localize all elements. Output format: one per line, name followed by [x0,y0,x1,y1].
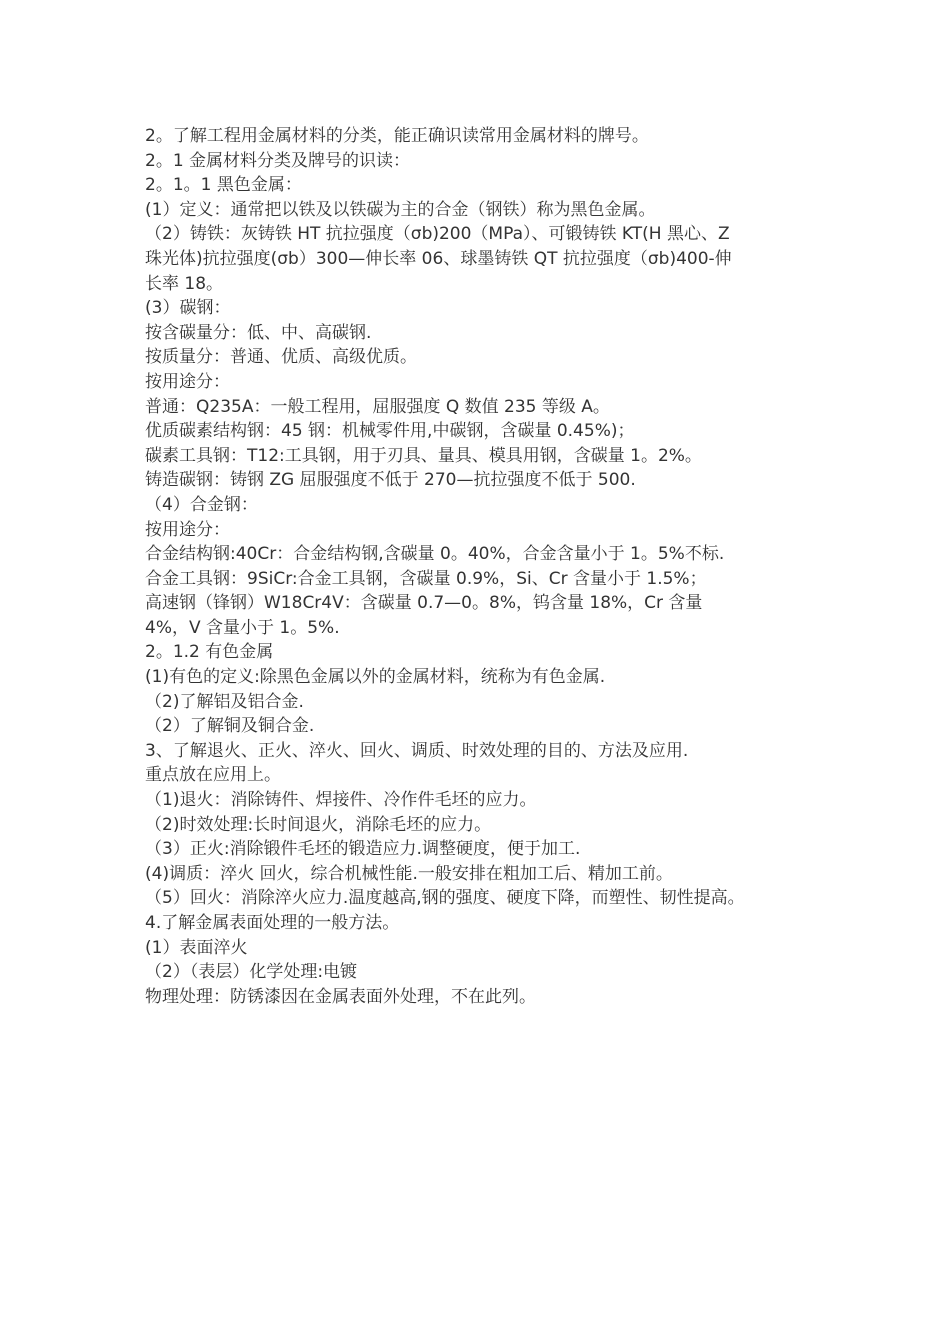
text-line: (4)调质：淬火 回火，综合机械性能.一般安排在粗加工后、精加工前。 [145,863,673,884]
text-line: 合金结构钢:40Cr：合金结构钢,含碳量 0。40%，合金含量小于 1。5%不标. [145,544,725,565]
text-line: 合金工具钢：9SiCr:合金工具钢，含碳量 0.9%，Si、Cr 含量小于 1.5%； [145,568,707,589]
text-line: 4%，V 含量小于 1。5%. [145,617,340,638]
text-line: 铸造碳钢：铸钢 ZG 屈服强度不低于 270—抗拉强度不低于 500. [145,470,636,491]
text-line: （1)退火：消除铸件、焊接件、冷作件毛坯的应力。 [145,790,537,811]
text-line: 2。1 金属材料分类及牌号的识读： [145,150,411,171]
text-line: （3）正火:消除锻件毛坯的锻造应力.调整硬度，便于加工. [145,839,581,860]
text-line: （2)时效处理:长时间退火，消除毛坯的应力。 [145,814,492,835]
document-body [145,124,825,1009]
text-line: 碳素工具钢：T12:工具钢，用于刃具、量具、模具用钢，含碳量 1。2%。 [145,445,702,466]
text-line: （2）了解铜及铜合金. [145,716,315,737]
text-line: （2）（表层）化学处理:电镀 [145,962,358,983]
text-line: 普通：Q235A：一般工程用，屈服强度 Q 数值 235 等级 A。 [145,396,610,417]
text-line: 物理处理：防锈漆因在金属表面外处理，不在此列。 [145,986,536,1007]
text-line: （2）铸铁：灰铸铁 HT 抗拉强度（σb)200（MPa）、可锻铸铁 KT(H 黑心、Z [145,224,730,245]
text-line: (1)有色的定义:除黑色金属以外的金属材料，统称为有色金属. [145,667,606,688]
text-line: 按用途分： [145,519,230,540]
text-line: (1）定义：通常把以铁及以铁碳为主的合金（钢铁）称为黑色金属。 [145,199,656,220]
text-line: （2)了解铝及铝合金. [145,691,304,712]
text-line: 2。1.2 有色金属 [145,642,274,663]
text-line: 按质量分：普通、优质、高级优质。 [145,347,417,368]
text-line: 2。1。1 黑色金属： [145,175,302,196]
text-line: 4.了解金属表面处理的一般方法。 [145,913,400,933]
text-line: （5）回火：消除淬火应力.温度越高,钢的强度、硬度下降，而塑性、韧性提高。 [145,888,745,909]
text-line: （4）合金钢： [145,494,258,515]
text-line: 按用途分： [145,371,230,392]
text-line: 按含碳量分：低、中、高碳钢. [145,322,372,343]
text-line: 长率 18。 [145,273,224,294]
text-line: (1）表面淬火 [145,937,248,958]
text-line: 3、了解退火、正火、淬火、回火、调质、时效处理的目的、方法及应用. [145,740,689,761]
text-line: 优质碳素结构钢：45 钢：机械零件用,中碳钢，含碳量 0.45%)； [145,421,635,442]
text-line: 2。了解工程用金属材料的分类，能正确识读常用金属材料的牌号。 [145,126,649,146]
text-line: (3）碳钢： [145,298,231,319]
text-line: 珠光体)抗拉强度(σb）300—伸长率 06、球墨铸铁 QT 抗拉强度（σb)400-伸 [145,248,732,269]
text-line: 高速钢（锋钢）W18Cr4V：含碳量 0.7—0。8%，钨含量 18%，Cr 含量 [145,593,703,614]
text-line: 重点放在应用上。 [145,765,281,786]
